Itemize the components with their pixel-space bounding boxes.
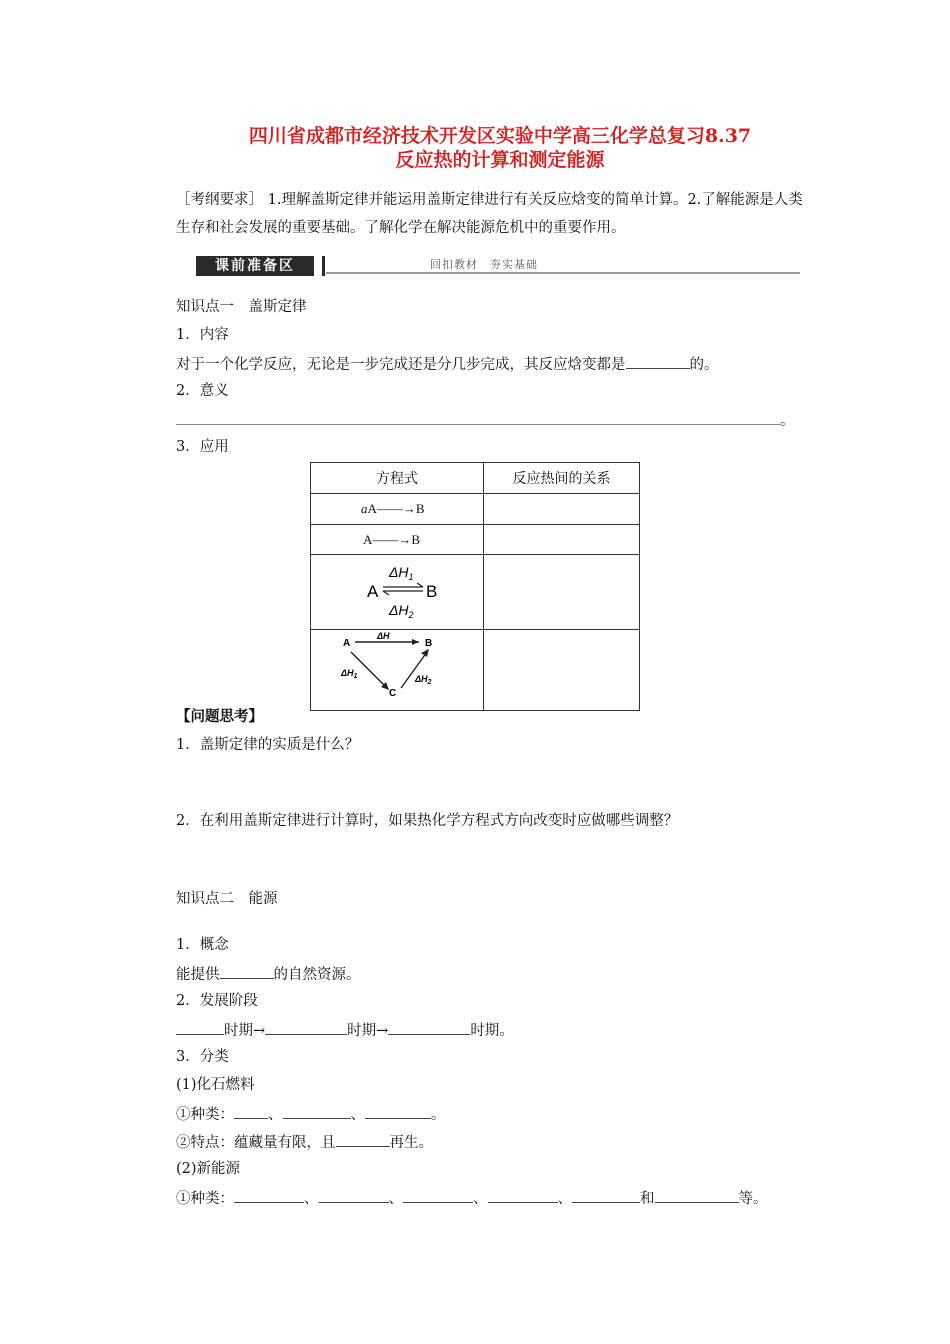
fill-blank[interactable]	[365, 1102, 431, 1119]
table-row	[311, 525, 640, 555]
equation-cell	[311, 630, 484, 711]
delta-h2-label: $\Delta H_2$	[415, 674, 432, 686]
kp1-meaning-end: 。	[780, 413, 795, 429]
kp2-s1: 1．概念	[176, 937, 229, 953]
document-title-line2: 反应热的计算和测定能源	[395, 149, 605, 171]
arrow-text: →	[376, 1023, 389, 1039]
fill-blank[interactable]	[234, 1102, 268, 1119]
separator: 、	[268, 1107, 283, 1123]
kp1-s1: 1．内容	[176, 327, 229, 343]
kp2-concept-text: 能提供	[176, 967, 220, 983]
fill-blank[interactable]	[488, 1186, 558, 1203]
banner-label: 课前准备区	[196, 256, 314, 276]
kp1-content-end: 的。	[689, 357, 719, 373]
node-C: C	[389, 688, 397, 699]
fill-blank[interactable]	[572, 1186, 640, 1203]
period-text: 时期	[224, 1023, 253, 1039]
fill-blank[interactable]	[283, 1102, 351, 1119]
col-relation-header: 反应热间的关系	[484, 463, 640, 494]
document-title-line1: 四川省成都市经济技术开发区实验中学高三化学总复习8.37	[248, 125, 752, 147]
separator: 、	[473, 1191, 488, 1207]
equation-text: A——→B	[367, 501, 425, 516]
separator: 、	[350, 1107, 365, 1123]
fossil-feature-line	[176, 1130, 433, 1154]
fill-blank[interactable]	[176, 408, 780, 425]
fossil-kinds-line	[176, 1102, 446, 1126]
kp2-concept-end: 的自然资源。	[273, 967, 361, 983]
equation-cell	[311, 525, 484, 555]
species-A: A	[367, 582, 379, 601]
arrow-A-to-C	[351, 652, 387, 688]
fossil-heading: (1)化石燃料	[176, 1077, 255, 1093]
kp2-s3: 3．分类	[176, 1049, 229, 1065]
equation-text: A——→B	[363, 531, 421, 547]
kp2-stages-line	[176, 1018, 514, 1042]
delta-h2-label: $\Delta H_2$	[389, 602, 414, 620]
node-A: A	[343, 638, 351, 649]
node-B: B	[425, 638, 433, 649]
question-2: 2．在利用盖斯定律进行计算时，如果热化学方程式方向改变时应做哪些调整？	[176, 813, 679, 829]
arrow-head	[412, 639, 419, 645]
banner-cap	[312, 256, 325, 276]
delta-h-label: ΔH	[377, 631, 390, 641]
kp1-s3: 3．应用	[176, 439, 229, 455]
arrow-text: →	[253, 1023, 266, 1039]
fill-blank[interactable]	[626, 352, 690, 369]
kp1-content-line	[176, 352, 719, 376]
table-row	[311, 555, 640, 630]
fill-blank[interactable]	[220, 962, 274, 979]
reversible-equation-diagram	[311, 555, 483, 625]
end-mark: 。	[431, 1107, 446, 1123]
relation-cell[interactable]	[484, 494, 640, 525]
banner-rule	[326, 272, 800, 274]
period-end-text: 时期。	[470, 1023, 514, 1039]
table-row	[311, 494, 640, 525]
equation-cell	[311, 555, 484, 630]
coefficient-a: a	[361, 501, 368, 516]
kp2-heading: 知识点二 能源	[176, 891, 278, 907]
equation-cell	[311, 494, 484, 525]
fill-blank[interactable]	[234, 1186, 304, 1203]
relation-table	[310, 462, 640, 711]
separator: 、	[557, 1191, 572, 1207]
kp1-meaning-line	[176, 408, 795, 432]
questions-heading: 【问题思考】	[176, 708, 263, 725]
table-row	[311, 630, 640, 711]
relation-cell[interactable]	[484, 525, 640, 555]
fill-blank[interactable]	[403, 1186, 473, 1203]
fill-blank[interactable]	[265, 1018, 347, 1035]
new-energy-kinds-line	[176, 1186, 768, 1210]
species-B: B	[426, 582, 438, 601]
fill-blank[interactable]	[655, 1186, 739, 1203]
fossil-kind-label: ①种类：	[176, 1107, 234, 1123]
col-equation-header: 方程式	[311, 463, 484, 494]
kp1-s2: 2．意义	[176, 383, 229, 399]
new-kind-label: ①种类：	[176, 1191, 234, 1207]
separator: 、	[388, 1191, 403, 1207]
delta-h1-label: $\Delta H_1$	[341, 668, 358, 680]
delta-h1-label: $\Delta H_1$	[389, 564, 414, 582]
fill-blank[interactable]	[176, 1018, 224, 1035]
and-text: 和	[640, 1191, 655, 1207]
relation-cell[interactable]	[484, 630, 640, 711]
etc-text: 等。	[738, 1191, 768, 1207]
new-energy-heading: (2)新能源	[176, 1161, 241, 1177]
kp2-s2: 2．发展阶段	[176, 993, 258, 1009]
fill-blank[interactable]	[336, 1130, 390, 1147]
banner-subtitle: 回扣教材 夯实基础	[430, 258, 538, 271]
exam-requirements: ［考纲要求］ 1.理解盖斯定律并能运用盖斯定律进行有关反应焓变的简单计算。2.了解能源是人类生存和社会发展的重要基础。了解化学在解决能源危机中的重要作用。	[176, 192, 803, 236]
question-1: 1．盖斯定律的实质是什么？	[176, 737, 360, 753]
period-text: 时期	[347, 1023, 377, 1039]
fossil-feature-end: 再生。	[389, 1135, 433, 1151]
kp1-content-text: 对于一个化学反应，无论是一步完成还是分几步完成，其反应焓变都是	[176, 357, 626, 373]
fill-blank[interactable]	[388, 1018, 470, 1035]
triangle-cycle-diagram	[311, 630, 483, 706]
kp1-heading: 知识点一 盖斯定律	[176, 299, 307, 315]
fill-blank[interactable]	[319, 1186, 389, 1203]
section-banner	[196, 254, 800, 280]
table-header-row	[311, 463, 640, 494]
relation-cell[interactable]	[484, 555, 640, 630]
fossil-feature-text: ②特点：蕴藏量有限，且	[176, 1135, 336, 1151]
separator: 、	[304, 1191, 319, 1207]
kp2-concept-line	[176, 962, 361, 986]
